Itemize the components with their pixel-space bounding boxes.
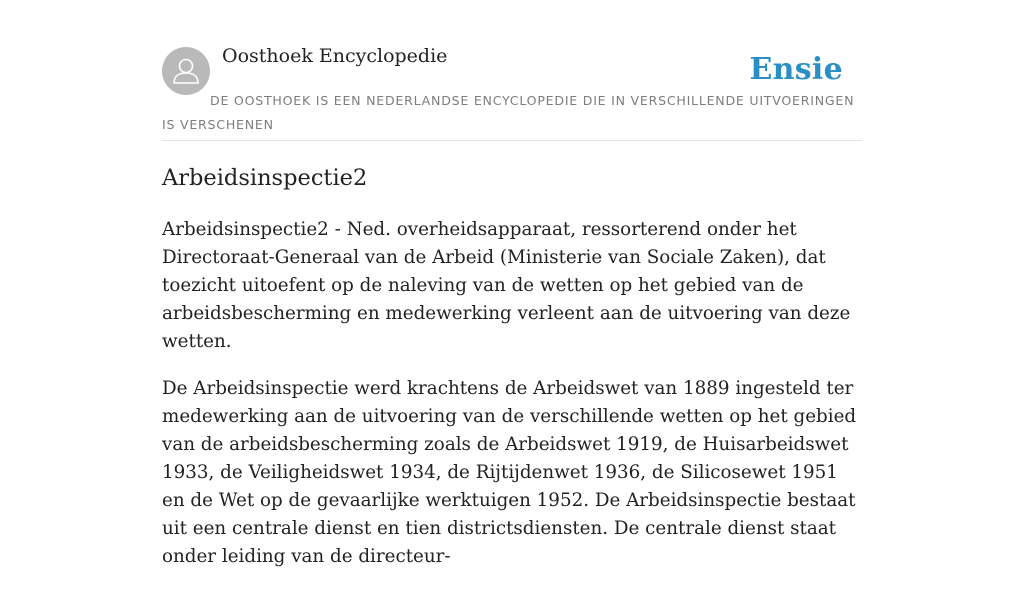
- brand-logo[interactable]: Ensie: [749, 52, 843, 87]
- article-body: [162, 216, 862, 590]
- article-title: Arbeidsinspectie2: [162, 165, 368, 191]
- page: [162, 0, 862, 567]
- user-avatar-icon[interactable]: [162, 47, 210, 95]
- site-tagline: DE OOSTHOEK IS EEN NEDERLANDSE ENCYCLOPEDIE DIE IN VERSCHILLENDE UITVOERINGEN IS VERSCHENEN: [162, 93, 855, 132]
- article-paragraph: De Arbeidsinspectie werd krachtens de Arbeidswet van 1889 ingesteld ter medewerking aan de uitvoering van de verschillende wetten op het gebied van de arbeidsbescherming zoals de Arbeidswet 1919, de Huisarbeidswet 1933, de Veiligheidswet 1934, de Rijtijdenwet 1936, de Silicosewet 1951 en de Wet op de gevaarlijke werktuigen 1952. De Arbeidsinspectie bestaat uit een centrale dienst en tien districtsdiensten. De centrale dienst staat onder leiding van de directeur-: [162, 378, 857, 567]
- site-header: [162, 0, 862, 141]
- avatar-silhouette-icon: [162, 47, 210, 95]
- site-name[interactable]: Oosthoek Encyclopedie: [222, 45, 448, 67]
- article-paragraph: Arbeidsinspectie2 - Ned. overheidsapparaat, ressorterend onder het Directoraat-Generaal van de Arbeid (Ministerie van Sociale Zaken), dat toezicht uitoefent op de naleving van de wetten op het gebied van de arbeidsbescherming en medewerking verleent aan de uitvoering van deze wetten.: [162, 219, 851, 352]
